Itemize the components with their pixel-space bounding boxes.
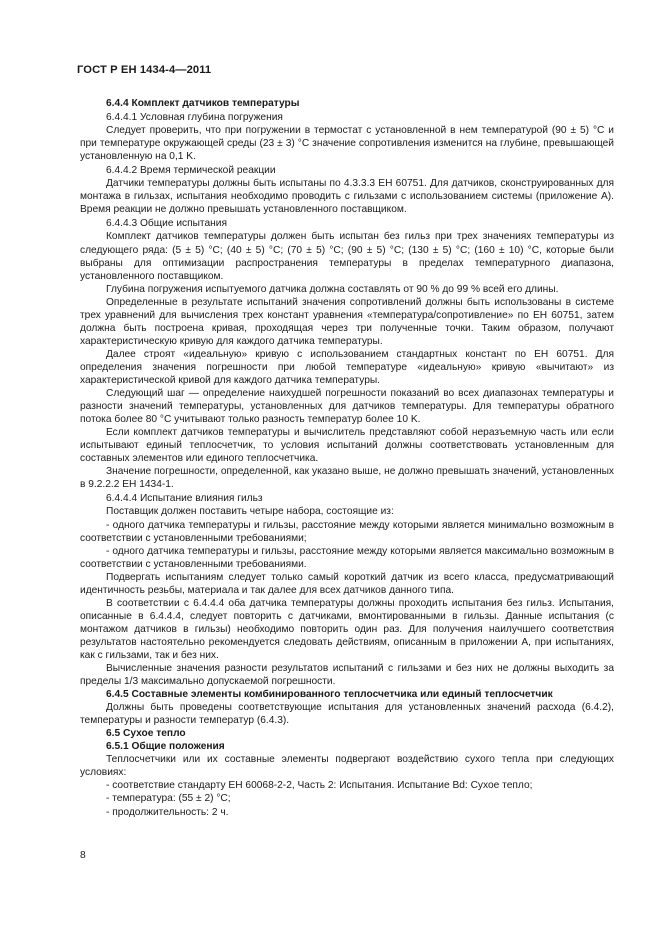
- subsection-heading-6-4-4-3: 6.4.4.3 Общие испытания: [106, 218, 227, 230]
- list-item: - одного датчика температуры и гильзы, расстояние между которыми является минимально возможным в соответствии с установленными требованиями;: [80, 519, 614, 544]
- paragraph: Значение погрешности, определенной, как указано выше, не должно превышать значений, установленных в 9.2.2.2 ЕН 1434-1.: [80, 466, 614, 491]
- list-item: - одного датчика температуры и гильзы, расстояние между которыми является максимально возможным в соответствии с установленными требованиями.: [80, 545, 614, 570]
- paragraph: Определенные в результате испытаний значения сопротивлений должны быть использованы в системе трех уравнений для вычисления трех констант уравнения «температура/сопротивление» по ЕН 60751, затем должна быть построена кривая, проходящая через три полученные точки. Таким образом, получают характеристическую кривую для каждого датчика температуры.: [80, 296, 614, 347]
- paragraph: Если комплект датчиков температуры и вычислитель представляют собой неразъемную часть или если испытывают единый теплосчетчик, то условия испытаний должны соответствовать установленным для составных элементов или единого теплосчетчика.: [80, 427, 614, 465]
- paragraph: Следующий шаг — определение наихудшей погрешности показаний во всех диапазонах температуры и разности значений температуры, установленных для датчиков температуры. Для температуры обратного потока более 80 °С учитывают только разность температур более 10 K.: [80, 388, 614, 426]
- paragraph: Далее строят «идеальную» кривую с использованием стандартных констант по ЕН 60751. Для определения значения погрешности при любой температуре «идеальную» кривую «вычитают» из характеристической кривой для каждого датчика температуры.: [80, 348, 614, 386]
- list-item: - соответствие стандарту ЕН 60068-2-2, Часть 2: Испытания. Испытание Bd: Сухое тепло;: [106, 780, 533, 792]
- list-item: - продолжительность: 2 ч.: [106, 806, 229, 818]
- subsection-heading-6-4-4-4: 6.4.4.4 Испытание влияния гильз: [106, 493, 263, 505]
- paragraph: Теплосчетчики или их составные элементы подвергают воздействию сухого тепла при следующих условиях:: [80, 754, 614, 779]
- running-header: ГОСТ Р ЕН 1434-4—2011: [77, 64, 212, 76]
- paragraph: Вычисленные значения разности результатов испытаний с гильзами и без них не должны выходить за пределы 1/3 максимально допускаемой погрешности.: [80, 663, 614, 688]
- subsection-heading-6-4-4-1: 6.4.4.1 Условная глубина погружения: [106, 112, 283, 124]
- paragraph: Датчики температуры должны быть испытаны по 4.3.3.3 ЕН 60751. Для датчиков, сконструированных для монтажа в гильзах, испытания необходимо проводить с гильзами с использованием системы (приложение А). Время реакции не должно превышать установленного поставщиком.: [80, 178, 614, 216]
- paragraph: Глубина погружения испытуемого датчика должна составлять от 90 % до 99 % всей его длины.: [106, 283, 559, 295]
- section-heading-6-4-4: 6.4.4 Комплект датчиков температуры: [106, 98, 300, 109]
- page-content: [80, 97, 614, 819]
- paragraph: Должны быть проведены соответствующие испытания для установленных значений расхода (6.4.2), температуры и разности температур (6.4.3).: [80, 702, 614, 727]
- section-heading-6-5-1: 6.5.1 Общие положения: [106, 741, 225, 753]
- paragraph: В соответствии с 6.4.4.4 оба датчика температуры должны проходить испытания без гильз. Испытания, описанные в 6.4.4.4, следует повторить с датчиками, вмонтированными в гильзы. Данные испытания (с монтажом датчиков в гильзы) необходимо повторить один раз. Для получения наилучшего соответствия результатов настоятельно рекомендуется следовать действиям, описанным в приложении А, при испытаниях, как с гильзами, так и без них.: [80, 597, 614, 661]
- section-heading-6-4-5: 6.4.5 Составные элементы комбинированного теплосчетчика или единый теплосчетчик: [106, 689, 553, 701]
- section-heading-6-5: 6.5 Сухое тепло: [106, 728, 186, 740]
- list-item: - температура: (55 ± 2) °С;: [106, 793, 231, 805]
- paragraph: Комплект датчиков температуры должен быть испытан без гильз при трех значениях температуры из следующего ряда: (5 ± 5) °С; (40 ± 5) °С; (70 ± 5) °С; (90 ± 5) °С; (130 ± 5) °С; (160 ± 10) °С, которые были выбраны для оптимизации распространения температуры в пределах температурного диапазона, установленного поставщиком.: [80, 231, 614, 282]
- page-number: 8: [80, 850, 86, 861]
- paragraph: Подвергать испытаниям следует только самый короткий датчик из всего класса, предусматривающий идентичность резьбы, материала и так далее для всех датчиков данного типа.: [80, 571, 614, 596]
- subsection-heading-6-4-4-2: 6.4.4.2 Время термической реакции: [106, 165, 276, 177]
- paragraph: Поставщик должен поставить четыре набора, состоящие из:: [106, 506, 394, 518]
- paragraph: Следует проверить, что при погружении в термостат с установленной в нем температурой (90 ± 5) °С и при температуре окружающей среды (23 ± 3) °С значение сопротивления изменится на глубине, превышающей установленную на 0,1 K.: [80, 125, 614, 163]
